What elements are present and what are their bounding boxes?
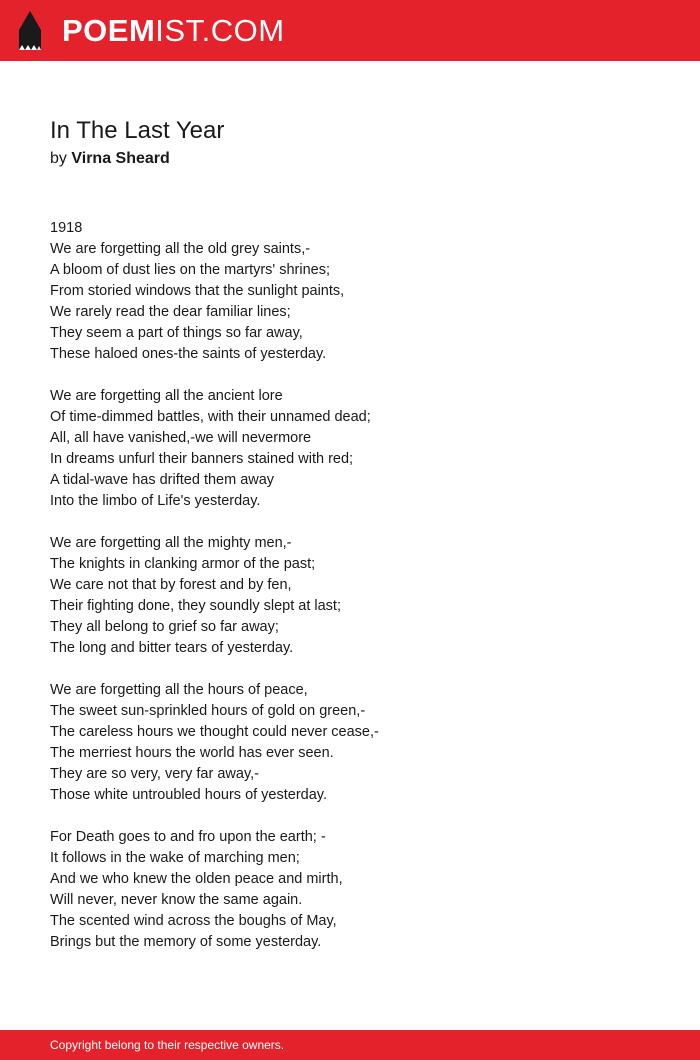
poem-line: The scented wind across the boughs of May, xyxy=(50,913,337,929)
poem-line: Brings but the memory of some yesterday. xyxy=(50,934,322,950)
poem-line: Will never, never know the same again. xyxy=(50,892,303,908)
brand-light: IST.COM xyxy=(155,13,285,48)
poem-line: The knights in clanking armor of the past; xyxy=(50,556,316,572)
stanza xyxy=(50,680,650,806)
stanza-gap xyxy=(50,365,650,386)
stanza xyxy=(50,386,650,512)
poem-line: All, all have vanished,-we will nevermore xyxy=(50,430,312,446)
poem-line: And we who knew the olden peace and mirth, xyxy=(50,871,343,887)
poem-line: We are forgetting all the hours of peace, xyxy=(50,682,308,698)
poem-line: In dreams unfurl their banners stained with red; xyxy=(50,451,354,467)
site-header xyxy=(0,0,700,61)
poem-line: The careless hours we thought could never cease,- xyxy=(50,724,379,740)
author-name: Virna Sheard xyxy=(71,150,170,167)
poem-line: Their fighting done, they soundly slept at last; xyxy=(50,598,341,614)
poem-line: They seem a part of things so far away, xyxy=(50,325,303,341)
stanza xyxy=(50,218,650,365)
poem-line: We rarely read the dear familiar lines; xyxy=(50,304,291,320)
stanza-gap xyxy=(50,806,650,827)
copyright-text: Copyright belong to their respective owners. xyxy=(50,1038,285,1052)
poem-line: Those white untroubled hours of yesterday. xyxy=(50,787,328,803)
poem-line: We are forgetting all the ancient lore xyxy=(50,388,283,404)
stanza-gap xyxy=(50,512,650,533)
stanza xyxy=(50,827,650,953)
poem-line: The sweet sun-sprinkled hours of gold on green,- xyxy=(50,703,366,719)
poem-body xyxy=(50,218,650,953)
stanza xyxy=(50,533,650,659)
poem-line: They are so very, very far away,- xyxy=(50,766,259,782)
site-footer xyxy=(0,1030,700,1060)
poem-line: Into the limbo of Life's yesterday. xyxy=(50,493,261,509)
byline xyxy=(50,148,170,170)
pencil-icon[interactable] xyxy=(17,10,43,52)
site-logo-text[interactable] xyxy=(62,11,285,51)
brand-bold: POEM xyxy=(62,13,156,48)
by-label: by xyxy=(50,150,67,167)
poem-title: In The Last Year xyxy=(50,117,225,144)
poem-line: 1918 xyxy=(50,220,83,236)
poem-line: The merriest hours the world has ever seen. xyxy=(50,745,334,761)
poem-line: We are forgetting all the old grey saints,- xyxy=(50,241,311,257)
poem-line: We care not that by forest and by fen, xyxy=(50,577,292,593)
poem-line: The long and bitter tears of yesterday. xyxy=(50,640,294,656)
poem-line: A bloom of dust lies on the martyrs' shrines; xyxy=(50,262,331,278)
poem-line: They all belong to grief so far away; xyxy=(50,619,279,635)
poem-line: We are forgetting all the mighty men,- xyxy=(50,535,292,551)
stanza-gap xyxy=(50,659,650,680)
poem-line: These haloed ones-the saints of yesterday. xyxy=(50,346,327,362)
poem-line: A tidal-wave has drifted them away xyxy=(50,472,275,488)
poem-line: It follows in the wake of marching men; xyxy=(50,850,300,866)
poem-line: Of time-dimmed battles, with their unnamed dead; xyxy=(50,409,371,425)
poem-line: For Death goes to and fro upon the earth; - xyxy=(50,829,326,845)
poem-line: From storied windows that the sunlight paints, xyxy=(50,283,345,299)
